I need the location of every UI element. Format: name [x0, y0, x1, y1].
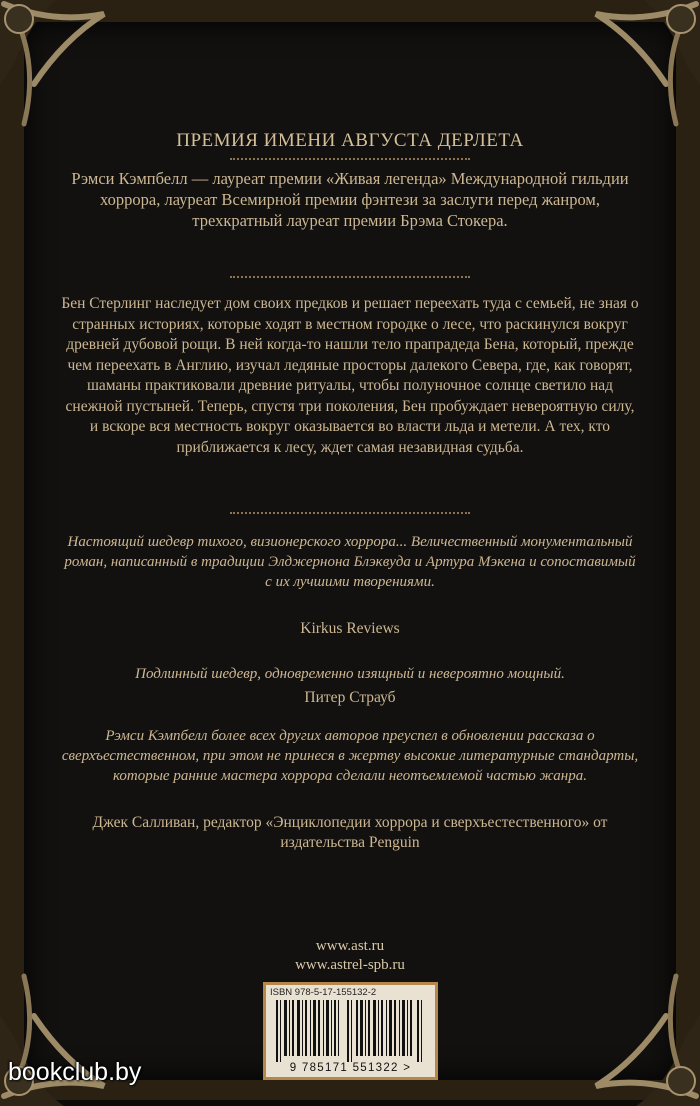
review-quote: Подлинный шедевр, одновременно изящный и невероятно мощный.	[135, 666, 565, 682]
dotted-divider	[230, 276, 470, 278]
dotted-divider	[230, 158, 470, 160]
review-source: Питер Страуб	[304, 689, 396, 706]
barcode-digits: 9 785171 551322 >	[289, 1062, 412, 1074]
isbn-barcode-box	[263, 982, 438, 1080]
review-quote: Настоящий шедевр тихого, визионерского хоррора... Величественный монументальный роман, написанный в традиции Элджернона Блэквуда и Артура Мэкена и сопоставимый с их лучшими творениями.	[64, 534, 636, 590]
dotted-divider	[230, 512, 470, 514]
isbn-label: ISBN 978-5-17-155132-2	[270, 987, 377, 998]
site-watermark: bookclub.by	[8, 1058, 142, 1086]
author-awards-paragraph: Рэмси Кэмпбелл — лауреат премии «Живая легенда» Международной гильдии хоррора, лауреат Всемирной премии фэнтези за заслуги перед жанром, трехкратный лауреат премии Брэма Стокера.	[71, 169, 629, 230]
publisher-url[interactable]: www.ast.ru	[315, 938, 385, 954]
award-heading: ПРЕМИЯ ИМЕНИ АВГУСТА ДЕРЛЕТА	[176, 130, 524, 151]
review-source: Kirkus Reviews	[300, 620, 400, 637]
publisher-url[interactable]: www.astrel-spb.ru	[295, 957, 405, 973]
review-source: Джек Салливан, редактор «Энциклопедии хоррора и сверхъестественного» от издательства Penguin	[92, 814, 608, 851]
review-quote: Рэмси Кэмпбелл более всех других авторов преуспел в обновлении рассказа о сверхъестественном, при этом не принеся в жертву высокие литературные стандарты, которые ранние мастера хоррора сделали неотъемлемой частью жанра.	[61, 728, 639, 784]
synopsis-paragraph: Бен Стерлинг наследует дом своих предков и решает переехать туда с семьей, не зная о странных историях, которые ходят в местном городке о лесе, что раскинулся вокруг древней дубовой рощи. В ней когда-то нашли тело прапрадеда Бена, который, прежде чем переехать в Англию, изучал ледяные просторы далекого Севера, где, как говорят, шаманы практиковали древние ритуалы, чтобы полуночное солнце светило над снежной пустыней. Теперь, спустя три поколения, Бен пробуждает невероятную силу, и вскоре вся местность вокруг оказывается во власти льда и метели. А тех, кто приближается к лесу, ждет самая незавидная судьба.	[61, 295, 639, 456]
barcode-icon	[272, 1000, 429, 1062]
publisher-links	[60, 937, 640, 975]
